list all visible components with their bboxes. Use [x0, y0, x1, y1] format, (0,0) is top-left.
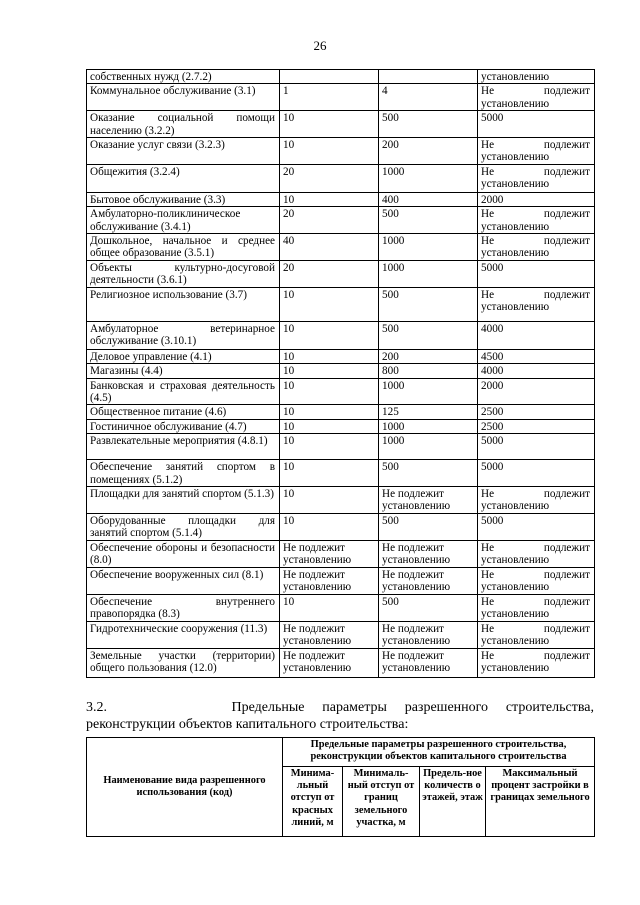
- table-cell: Общежития (3.2.4): [87, 164, 280, 192]
- table-cell: 10: [280, 434, 379, 460]
- table-cell: Бытовое обслуживание (3.3): [87, 192, 280, 206]
- table-cell: 1000: [379, 434, 478, 460]
- section-heading: [86, 699, 594, 733]
- table-row: [87, 234, 595, 261]
- table-cell: 10: [280, 486, 379, 513]
- table-cell: Оказание услуг связи (3.2.3): [87, 138, 280, 165]
- table-row: [87, 164, 595, 192]
- table-cell: 400: [379, 192, 478, 206]
- table-cell: Не подлежит установлению: [379, 567, 478, 594]
- table-cell: Не подлежит установлению: [478, 287, 595, 321]
- table-cell: Магазины (4.4): [87, 364, 280, 378]
- table-cell: 10: [280, 349, 379, 363]
- table-cell: 5000: [478, 111, 595, 138]
- table-cell: 5000: [478, 260, 595, 287]
- table-row: [87, 419, 595, 433]
- table-cell: 500: [379, 594, 478, 621]
- table-cell: 4: [379, 84, 478, 111]
- table-cell: 10: [280, 405, 379, 419]
- table-cell: 20: [280, 260, 379, 287]
- table-cell: [379, 70, 478, 84]
- subheader-cell-red-lines: Минима-льный отступ от красных линий, м: [283, 767, 343, 837]
- table-row: [87, 349, 595, 363]
- page-number: 26: [313, 38, 327, 53]
- table-cell: 10: [280, 138, 379, 165]
- table-cell: Не подлежит установлению: [379, 540, 478, 567]
- table-row: [87, 648, 595, 677]
- table-cell: 1000: [379, 378, 478, 405]
- table-cell: Дошкольное, начальное и среднее общее образование (3.5.1): [87, 234, 280, 261]
- table-cell: Не подлежит установлению: [478, 207, 595, 234]
- table-row: [87, 207, 595, 234]
- table-row: [87, 621, 595, 648]
- table-cell: 1: [280, 84, 379, 111]
- table-cell: 125: [379, 405, 478, 419]
- table-cell: Не подлежит установлению: [379, 486, 478, 513]
- table-cell: 10: [280, 419, 379, 433]
- table-cell: 1000: [379, 234, 478, 261]
- table-cell: 20: [280, 207, 379, 234]
- table-cell: 20: [280, 164, 379, 192]
- table-cell: Гостиничное обслуживание (4.7): [87, 419, 280, 433]
- table-row: [87, 287, 595, 321]
- table-cell: Обеспечение внутреннего правопорядка (8.3): [87, 594, 280, 621]
- table-cell: 4500: [478, 349, 595, 363]
- table-cell: Не подлежит установлению: [478, 234, 595, 261]
- table-cell: Не подлежит установлению: [280, 540, 379, 567]
- parameters-table: [86, 69, 595, 678]
- table-cell: Не подлежит установлению: [478, 540, 595, 567]
- table-cell: 2500: [478, 405, 595, 419]
- section-heading-line-1: 3.2. Предельные параметры разрешенного строительства,: [86, 700, 594, 715]
- table-cell: Не подлежит установлению: [379, 648, 478, 677]
- table-cell: 200: [379, 138, 478, 165]
- table-row: [87, 138, 595, 165]
- table-cell: Амбулаторное ветеринарное обслуживание (3.10.1): [87, 321, 280, 349]
- table-cell: собственных нужд (2.7.2): [87, 70, 280, 84]
- table-cell: 500: [379, 513, 478, 540]
- section-heading-line-2: реконструкции объектов капитального строительства:: [86, 717, 409, 732]
- table-cell: 10: [280, 287, 379, 321]
- table-cell: Не подлежит установлению: [478, 486, 595, 513]
- table-row: [87, 567, 595, 594]
- table-cell: 10: [280, 192, 379, 206]
- table-cell: Не подлежит установлению: [478, 84, 595, 111]
- table-row: [87, 513, 595, 540]
- table-cell: Объекты культурно-досуговой деятельности (3.6.1): [87, 260, 280, 287]
- construction-parameters-table: [86, 737, 595, 837]
- table-cell: Не подлежит установлению: [478, 648, 595, 677]
- table-cell: 10: [280, 594, 379, 621]
- table-cell: Не подлежит установлению: [478, 164, 595, 192]
- table-row: [87, 70, 595, 84]
- table-row: [87, 405, 595, 419]
- table-cell: Не подлежит установлению: [478, 138, 595, 165]
- table-cell: установлению: [478, 70, 595, 84]
- subheader-cell-boundary: Минималь-ный отступ от границ земельного участка, м: [343, 767, 420, 837]
- table-cell: 500: [379, 207, 478, 234]
- table-cell: Не подлежит установлению: [478, 567, 595, 594]
- table-row: [87, 460, 595, 487]
- table-cell: Гидротехнические сооружения (11.3): [87, 621, 280, 648]
- table-cell: 5000: [478, 513, 595, 540]
- table-cell: [280, 70, 379, 84]
- table-cell: Не подлежит установлению: [379, 621, 478, 648]
- table-cell: 800: [379, 364, 478, 378]
- table-cell: Банковская и страховая деятельность (4.5): [87, 378, 280, 405]
- table-row: [87, 84, 595, 111]
- table-cell: 500: [379, 460, 478, 487]
- table-cell: 10: [280, 378, 379, 405]
- header-cell-name: Наименование вида разрешенного использования (код): [87, 738, 283, 837]
- table-cell: 2000: [478, 192, 595, 206]
- table-cell: Общественное питание (4.6): [87, 405, 280, 419]
- table-cell: Обеспечение вооруженных сил (8.1): [87, 567, 280, 594]
- table-cell: 1000: [379, 419, 478, 433]
- table-cell: Деловое управление (4.1): [87, 349, 280, 363]
- table-cell: 1000: [379, 260, 478, 287]
- table-cell: Оказание социальной помощи населению (3.2.2): [87, 111, 280, 138]
- table-row: [87, 321, 595, 349]
- table-cell: 2000: [478, 378, 595, 405]
- table-row: [87, 111, 595, 138]
- table-row: [87, 540, 595, 567]
- header-cell-group: Предельные параметры разрешенного строительства, реконструкции объектов капитального строительства: [283, 738, 595, 767]
- table-cell: Не подлежит установлению: [478, 621, 595, 648]
- table-cell: Амбулаторно-поликлиническое обслуживание (3.4.1): [87, 207, 280, 234]
- subheader-cell-coverage: Максимальный процент застройки в границах земельного: [486, 767, 595, 837]
- table-row: [87, 434, 595, 460]
- table-row: [87, 364, 595, 378]
- table-cell: 4000: [478, 321, 595, 349]
- table-row: [87, 378, 595, 405]
- table-cell: Земельные участки (территории) общего пользования (12.0): [87, 648, 280, 677]
- table-cell: 40: [280, 234, 379, 261]
- table-row: [87, 486, 595, 513]
- table-cell: 500: [379, 287, 478, 321]
- table-cell: Не подлежит установлению: [280, 567, 379, 594]
- table-cell: 10: [280, 111, 379, 138]
- table-cell: 10: [280, 321, 379, 349]
- table-cell: 500: [379, 321, 478, 349]
- table-cell: Площадки для занятий спортом (5.1.3): [87, 486, 280, 513]
- table-cell: 10: [280, 513, 379, 540]
- subheader-cell-floors: Предель-ное количеств о этажей, этаж: [420, 767, 486, 837]
- table-cell: 1000: [379, 164, 478, 192]
- table-cell: 5000: [478, 434, 595, 460]
- table-row: [87, 260, 595, 287]
- table-cell: 4000: [478, 364, 595, 378]
- table-cell: Не подлежит установлению: [280, 621, 379, 648]
- table-cell: 2500: [478, 419, 595, 433]
- table-cell: 5000: [478, 460, 595, 487]
- table-row: [87, 594, 595, 621]
- table-cell: Не подлежит установлению: [478, 594, 595, 621]
- table-cell: Обеспечение занятий спортом в помещениях (5.1.2): [87, 460, 280, 487]
- table-cell: Развлекательные мероприятия (4.8.1): [87, 434, 280, 460]
- header-row: [87, 738, 595, 767]
- table-cell: 200: [379, 349, 478, 363]
- table-row: [87, 192, 595, 206]
- table-cell: Обеспечение обороны и безопасности (8.0): [87, 540, 280, 567]
- table-cell: Религиозное использование (3.7): [87, 287, 280, 321]
- table-cell: Не подлежит установлению: [280, 648, 379, 677]
- table-cell: 500: [379, 111, 478, 138]
- table-cell: Оборудованные площадки для занятий спортом (5.1.4): [87, 513, 280, 540]
- table-cell: 10: [280, 364, 379, 378]
- table-cell: Коммунальное обслуживание (3.1): [87, 84, 280, 111]
- table-cell: 10: [280, 460, 379, 487]
